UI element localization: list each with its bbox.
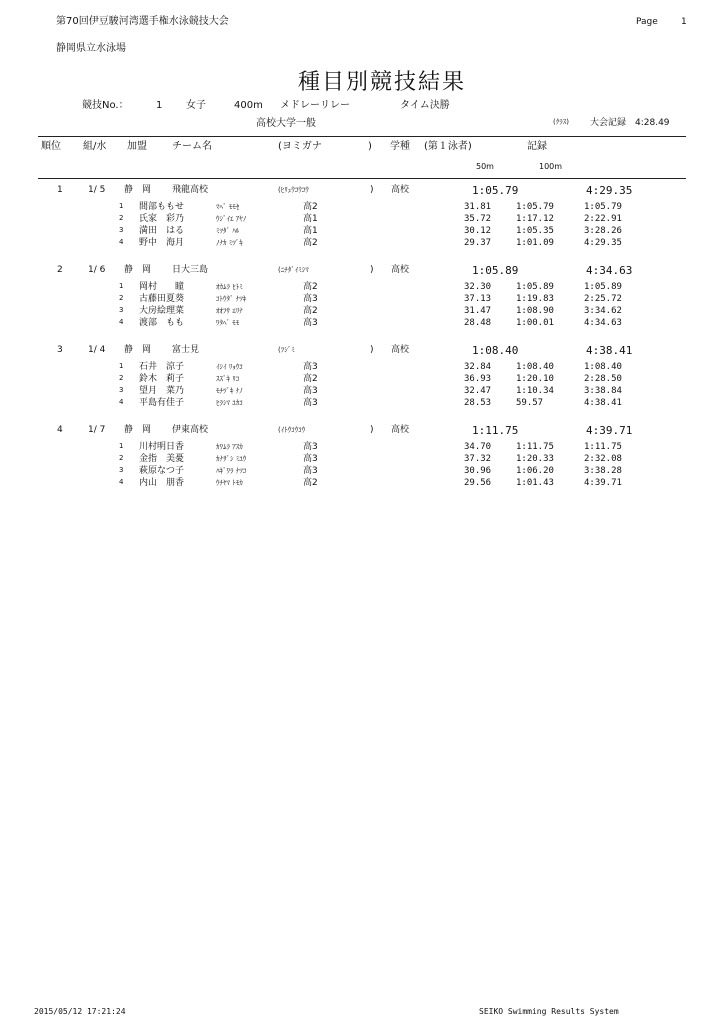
swimmer-kana: ｵｶﾑﾗ ﾋﾄﾐ	[216, 283, 243, 291]
col-first-swimmer: (第１泳者)	[424, 141, 472, 152]
swimmer-name: 岡村 瞳	[139, 282, 185, 292]
swimmer-cumulative: 3:28.26	[584, 226, 622, 236]
page-label: Page	[636, 17, 658, 27]
swimmer-cumulative: 4:29.35	[584, 238, 622, 248]
swimmer-leg: 2	[119, 454, 124, 462]
team-rank: 2	[57, 265, 63, 275]
class-tag: (ｸﾗｽ)	[553, 118, 569, 126]
swimmer-grade: 高2	[303, 478, 318, 488]
col-team: チーム名	[172, 141, 212, 152]
swimmer-leg: 2	[119, 294, 124, 302]
swimmer-name: 川村明日香	[139, 442, 185, 452]
swimmer-grade: 高3	[303, 442, 318, 452]
col-school-type: 学種	[390, 141, 410, 152]
team-final-time: 4:29.35	[586, 184, 633, 197]
swimmer-kana: ｽｽﾞｷ ﾘｺ	[216, 375, 240, 383]
team-prefecture: 静 岡	[124, 345, 152, 355]
team-prefecture: 静 岡	[124, 185, 152, 195]
swimmer-kana: ｲｼｲ ﾘｮｳｺ	[216, 363, 243, 371]
swimmer-name: 金指 美憂	[139, 454, 185, 464]
swimmer-split-100: 1:10.34	[516, 386, 554, 396]
team-rank: 3	[57, 345, 63, 355]
team-kana-close: )	[370, 345, 374, 355]
team-name: 伊東高校	[172, 425, 209, 435]
swimmer-leg: 3	[119, 226, 124, 234]
page-number: 1	[681, 17, 687, 27]
swimmer-grade: 高1	[303, 214, 318, 224]
swimmer-split-50: 28.53	[464, 398, 492, 408]
swimmer-split-100: 1:00.01	[516, 318, 554, 328]
team-school-type: 高校	[391, 185, 410, 195]
swimmer-split-100: 1:08.90	[516, 306, 554, 316]
team-final-time: 4:34.63	[586, 264, 633, 277]
meet-name: 第70回伊豆駿河湾選手権水泳競技大会	[56, 16, 229, 27]
team-final-time: 4:39.71	[586, 424, 633, 437]
swimmer-kana: ｳｼﾞｲｴ ｱﾔﾉ	[216, 215, 247, 223]
swimmer-split-50: 31.81	[464, 202, 492, 212]
swimmer-kana: ﾊｷﾞﾜﾗ ﾅﾂｺ	[216, 467, 247, 475]
swimmer-split-50: 35.72	[464, 214, 492, 224]
swimmer-leg: 3	[119, 466, 124, 474]
swimmer-split-100: 1:20.33	[516, 454, 554, 464]
col-heat-lane: 組/水	[83, 141, 107, 152]
swimmer-name: 石井 涼子	[139, 362, 185, 372]
record-label: 大会記録	[590, 118, 627, 128]
team-split-time: 1:05.79	[472, 184, 519, 197]
swimmer-leg: 1	[119, 442, 124, 450]
team-heat-lane: 1/ 7	[88, 425, 106, 435]
swimmer-leg: 4	[119, 318, 124, 326]
swimmer-leg: 4	[119, 478, 124, 486]
swimmer-leg: 1	[119, 202, 124, 210]
swimmer-leg: 2	[119, 214, 124, 222]
footer-timestamp: 2015/05/12 17:21:24	[34, 1007, 126, 1016]
swimmer-split-50: 31.47	[464, 306, 492, 316]
event-no-label: 競技No.：	[82, 100, 129, 111]
col-split-100: 100m	[539, 162, 563, 171]
swimmer-split-100: 1:08.40	[516, 362, 554, 372]
swimmer-leg: 3	[119, 386, 124, 394]
swimmer-cumulative: 3:38.28	[584, 466, 622, 476]
swimmer-leg: 4	[119, 398, 124, 406]
swimmer-cumulative: 1:05.79	[584, 202, 622, 212]
swimmer-split-50: 30.12	[464, 226, 492, 236]
swimmer-cumulative: 3:34.62	[584, 306, 622, 316]
team-name: 日大三島	[172, 265, 209, 275]
swimmer-leg: 2	[119, 374, 124, 382]
team-rank: 1	[57, 185, 63, 195]
team-heat-lane: 1/ 6	[88, 265, 106, 275]
event-class: 高校大学一般	[256, 118, 316, 129]
col-affiliation: 加盟	[127, 141, 147, 152]
swimmer-split-100: 1:01.43	[516, 478, 554, 488]
page-title: 種目別競技結果	[298, 70, 467, 95]
swimmer-split-100: 1:17.12	[516, 214, 554, 224]
team-name: 飛龍高校	[172, 185, 209, 195]
team-prefecture: 静 岡	[124, 265, 152, 275]
team-heat-lane: 1/ 4	[88, 345, 106, 355]
team-final-time: 4:38.41	[586, 344, 633, 357]
event-stroke: メドレーリレー	[280, 100, 350, 111]
swimmer-grade: 高1	[303, 226, 318, 236]
swimmer-split-50: 29.37	[464, 238, 492, 248]
swimmer-split-50: 32.47	[464, 386, 492, 396]
swimmer-kana: ｺﾄｳﾀﾞ ﾅﾂｷ	[216, 295, 247, 303]
swimmer-kana: ﾏﾍﾞ ﾓﾓｾ	[216, 203, 240, 211]
swimmer-name: 満田 はる	[139, 226, 185, 236]
team-rank: 4	[57, 425, 63, 435]
swimmer-name: 鈴木 莉子	[139, 374, 185, 384]
swimmer-kana: ｳﾁﾔﾏ ﾄﾓｶ	[216, 479, 243, 487]
swimmer-grade: 高2	[303, 238, 318, 248]
swimmer-name: 渡部 もも	[139, 318, 185, 328]
swimmer-name: 内山 朋香	[139, 478, 185, 488]
swimmer-cumulative: 2:25.72	[584, 294, 622, 304]
swimmer-split-50: 37.32	[464, 454, 492, 464]
swimmer-cumulative: 2:22.91	[584, 214, 622, 224]
swimmer-leg: 4	[119, 238, 124, 246]
swimmer-split-50: 34.70	[464, 442, 492, 452]
swimmer-name: 氏家 彩乃	[139, 214, 185, 224]
team-kana-close: )	[370, 185, 374, 195]
swimmer-kana: ﾜﾀﾍﾞ ﾓﾓ	[216, 319, 240, 327]
swimmer-name: 間部ももせ	[139, 202, 185, 212]
swimmer-split-50: 29.56	[464, 478, 492, 488]
swimmer-split-100: 1:05.79	[516, 202, 554, 212]
swimmer-kana: ｵｵﾌｻ ｴﾘﾅ	[216, 307, 243, 315]
swimmer-cumulative: 4:38.41	[584, 398, 622, 408]
team-split-time: 1:05.89	[472, 264, 519, 277]
swimmer-grade: 高3	[303, 386, 318, 396]
swimmer-split-100: 1:06.20	[516, 466, 554, 476]
team-name: 富士見	[172, 345, 200, 355]
swimmer-kana: ﾐﾂﾀﾞ ﾊﾙ	[216, 227, 240, 235]
swimmer-cumulative: 1:11.75	[584, 442, 622, 452]
swimmer-kana: ﾓﾁﾂﾞｷ ﾅﾉ	[216, 387, 243, 395]
footer-system: SEIKO Swimming Results System	[479, 1007, 619, 1016]
swimmer-cumulative: 4:34.63	[584, 318, 622, 328]
team-prefecture: 静 岡	[124, 425, 152, 435]
team-split-time: 1:11.75	[472, 424, 519, 437]
swimmer-kana: ｶﾜﾑﾗ ｱｽｶ	[216, 443, 243, 451]
team-kana-close: )	[370, 265, 374, 275]
swimmer-kana: ﾉﾅｶ ﾐﾂﾞｷ	[216, 239, 243, 247]
swimmer-kana: ｶﾅｻﾞｼ ﾐﾕｳ	[216, 455, 247, 463]
event-no: 1	[156, 100, 163, 111]
swimmer-name: 大房絵理菜	[139, 306, 185, 316]
team-split-time: 1:08.40	[472, 344, 519, 357]
team-kana: (ﾆﾁﾀﾞｲﾐｼﾏ	[278, 266, 309, 274]
swimmer-cumulative: 1:05.89	[584, 282, 622, 292]
team-kana: (ｲﾄｳｺｳｺｳ	[278, 426, 306, 434]
header-rule-top	[38, 136, 686, 137]
swimmer-split-100: 1:11.75	[516, 442, 554, 452]
swimmer-split-100: 1:05.89	[516, 282, 554, 292]
swimmer-leg: 3	[119, 306, 124, 314]
swimmer-grade: 高2	[303, 282, 318, 292]
col-rank: 順位	[41, 141, 61, 152]
team-kana-close: )	[370, 425, 374, 435]
swimmer-cumulative: 4:39.71	[584, 478, 622, 488]
swimmer-grade: 高3	[303, 398, 318, 408]
event-gender: 女子	[186, 100, 206, 111]
swimmer-name: 望月 菜乃	[139, 386, 185, 396]
swimmer-grade: 高3	[303, 318, 318, 328]
swimmer-name: 野中 海月	[139, 238, 185, 248]
team-heat-lane: 1/ 5	[88, 185, 106, 195]
event-type: タイム決勝	[400, 100, 450, 111]
event-distance: 400m	[234, 100, 263, 111]
swimmer-grade: 高2	[303, 374, 318, 384]
swimmer-cumulative: 1:08.40	[584, 362, 622, 372]
team-school-type: 高校	[391, 265, 410, 275]
swimmer-leg: 1	[119, 282, 124, 290]
col-kana-close: )	[368, 141, 372, 152]
swimmer-grade: 高2	[303, 202, 318, 212]
swimmer-split-50: 32.84	[464, 362, 492, 372]
col-split-50: 50m	[476, 162, 494, 171]
header-rule-bottom	[38, 178, 686, 179]
swimmer-kana: ﾋﾗｼﾏ ﾕｶｺ	[216, 399, 243, 407]
swimmer-cumulative: 3:38.84	[584, 386, 622, 396]
team-kana: (ﾋﾘｭｳｺｳｺｳ	[278, 186, 309, 194]
swimmer-split-50: 28.48	[464, 318, 492, 328]
swimmer-name: 萩原なつ子	[139, 466, 185, 476]
swimmer-cumulative: 2:28.50	[584, 374, 622, 384]
swimmer-split-100: 1:01.09	[516, 238, 554, 248]
record-value: 4:28.49	[635, 118, 670, 128]
swimmer-grade: 高3	[303, 362, 318, 372]
swimmer-split-100: 1:19.83	[516, 294, 554, 304]
swimmer-split-100: 59.57	[516, 398, 544, 408]
col-kana-open: (ヨミガナ	[278, 141, 322, 152]
venue: 静岡県立水泳場	[56, 43, 126, 54]
swimmer-split-50: 30.96	[464, 466, 492, 476]
col-record: 記録	[527, 141, 547, 152]
swimmer-split-50: 37.13	[464, 294, 492, 304]
swimmer-name: 古藤田夏葵	[139, 294, 185, 304]
team-school-type: 高校	[391, 345, 410, 355]
swimmer-name: 平島有佳子	[139, 398, 185, 408]
swimmer-grade: 高3	[303, 294, 318, 304]
swimmer-grade: 高3	[303, 454, 318, 464]
swimmer-split-50: 32.30	[464, 282, 492, 292]
swimmer-split-50: 36.93	[464, 374, 492, 384]
team-school-type: 高校	[391, 425, 410, 435]
swimmer-cumulative: 2:32.08	[584, 454, 622, 464]
team-kana: (ﾌｼﾞﾐ	[278, 346, 295, 354]
swimmer-leg: 1	[119, 362, 124, 370]
swimmer-split-100: 1:05.35	[516, 226, 554, 236]
swimmer-grade: 高2	[303, 306, 318, 316]
swimmer-grade: 高3	[303, 466, 318, 476]
swimmer-split-100: 1:20.10	[516, 374, 554, 384]
